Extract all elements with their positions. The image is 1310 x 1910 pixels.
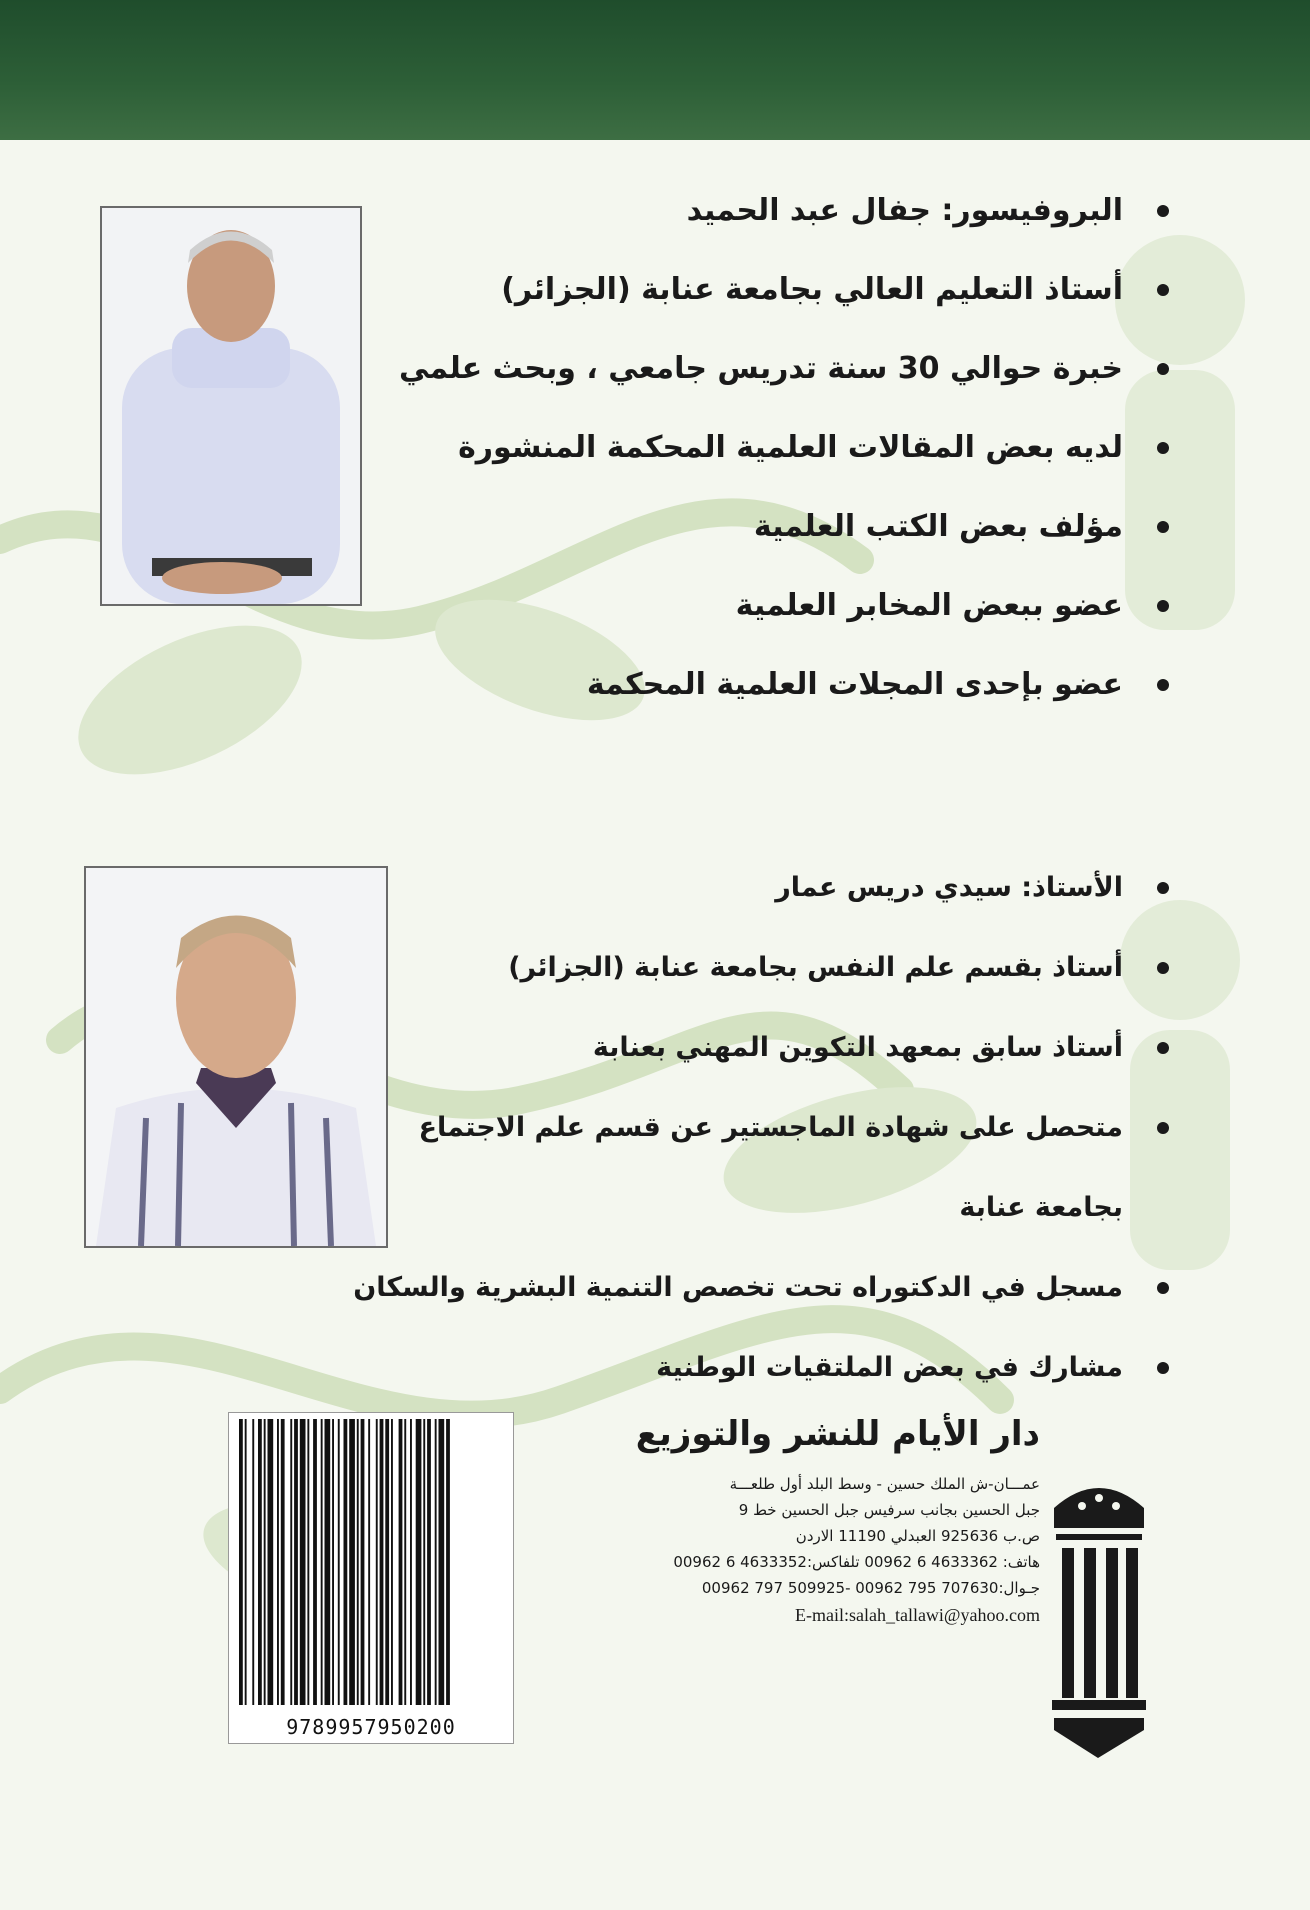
list-item <box>375 190 1175 269</box>
item-text: متحصل على شهادة الماجستير عن قسم علم الاجتماع <box>418 1112 1123 1143</box>
author-1-photo <box>100 206 362 606</box>
bullet-icon <box>1157 1122 1169 1134</box>
list-item <box>375 348 1175 427</box>
bullet-icon <box>1157 600 1169 612</box>
list-item <box>335 948 1175 1028</box>
list-item <box>335 868 1175 948</box>
item-text: مسجل في الدكتوراه تحت تخصص التنمية البشرية والسكان <box>353 1272 1123 1303</box>
item-text: عضو ببعض المخابر العلمية <box>735 588 1123 623</box>
item-text: خبرة حوالي 30 سنة تدريس جامعي ، وبحث علمي <box>399 351 1123 386</box>
bullet-icon <box>1157 962 1169 974</box>
item-text: الأستاذ: سيدي دريس عمار <box>775 872 1123 903</box>
list-item <box>375 664 1175 743</box>
dar-al-ayyam-logo-icon <box>1034 1468 1164 1768</box>
author-2-bio <box>335 868 1175 1428</box>
bullet-icon <box>1157 442 1169 454</box>
list-item <box>375 269 1175 348</box>
list-item <box>375 506 1175 585</box>
item-text: البروفيسور: جفال عبد الحميد <box>686 193 1123 228</box>
item-text: أستاذ سابق بمعهد التكوين المهني بعنابة <box>592 1032 1123 1063</box>
isbn-barcode <box>228 1412 514 1744</box>
bullet-icon <box>1157 1282 1169 1294</box>
publisher-name: دار الأيام للنشر والتوزيع <box>635 1414 1040 1454</box>
item-text: لديه بعض المقالات العلمية المحكمة المنشورة <box>458 430 1123 465</box>
publisher-email: E-mail:salah_tallawi@yahoo.com <box>794 1605 1040 1625</box>
list-item <box>375 585 1175 664</box>
publisher-address-2: جبل الحسين بجانب سرفيس جبل الحسين خط 9 <box>738 1501 1040 1519</box>
bullet-icon <box>1157 363 1169 375</box>
publisher-address-1: عمـــان-ش الملك حسين - وسط البلد أول طلعـــة <box>729 1475 1040 1493</box>
bullet-icon <box>1157 882 1169 894</box>
item-text: بجامعة عنابة <box>959 1192 1123 1223</box>
top-green-band <box>0 0 1310 140</box>
list-item <box>335 1268 1175 1348</box>
portrait-icon <box>102 208 360 604</box>
item-text: مؤلف بعض الكتب العلمية <box>753 509 1123 544</box>
bullet-icon <box>1157 521 1169 533</box>
list-item-continuation <box>335 1188 1175 1268</box>
list-item <box>335 1108 1175 1188</box>
item-text: أستاذ التعليم العالي بجامعة عنابة (الجزائر) <box>501 272 1123 307</box>
item-text: عضو بإحدى المجلات العلمية المحكمة <box>586 667 1123 702</box>
list-item <box>335 1028 1175 1108</box>
bullet-icon <box>1157 679 1169 691</box>
item-text: أستاذ بقسم علم النفس بجامعة عنابة (الجزائر) <box>508 952 1123 983</box>
list-item <box>375 427 1175 506</box>
author-1-bio <box>375 190 1175 743</box>
publisher-po-box: ص.ب 925636 العبدلي 11190 الاردن <box>795 1527 1040 1545</box>
barcode-digits: 9789957950200 <box>286 1715 456 1739</box>
bullet-icon <box>1157 1042 1169 1054</box>
barcode-bars-icon <box>235 1419 507 1705</box>
bullet-icon <box>1157 1362 1169 1374</box>
bullet-icon <box>1157 205 1169 217</box>
publisher-phone: هاتف: 4633362 6 00962 تلفاكس:4633352 6 00962 <box>673 1553 1040 1571</box>
publisher-mobile: جـوال:707630 795 00962 -509925 797 00962 <box>701 1579 1040 1597</box>
item-text: مشارك في بعض الملتقيات الوطنية <box>656 1352 1123 1383</box>
bullet-icon <box>1157 284 1169 296</box>
